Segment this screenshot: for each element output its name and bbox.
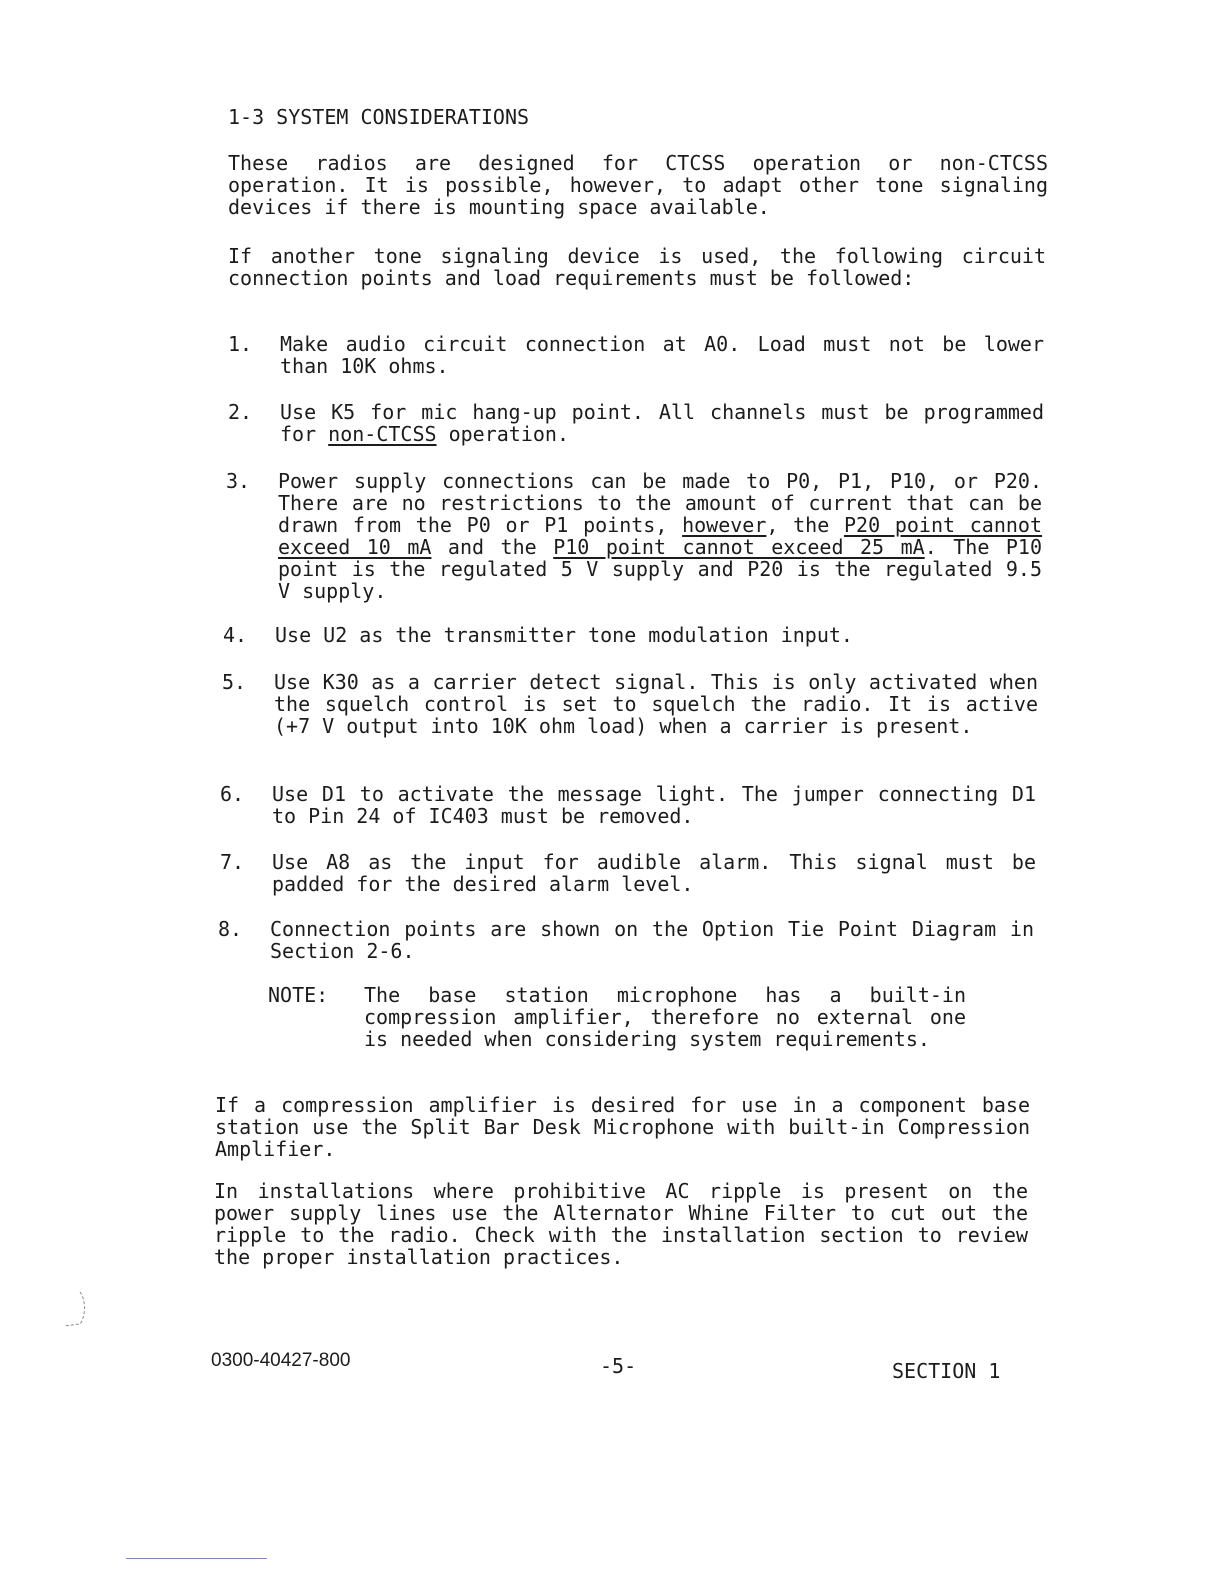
underlined-text: P20 point cannot exceed 10 mA bbox=[278, 513, 1043, 559]
list-item-number: 6. bbox=[220, 782, 245, 806]
list-item-number: 1. bbox=[228, 332, 253, 356]
text-run: Use K5 for mic hang-up point. All channels must be programmed for bbox=[280, 400, 1044, 446]
list-item bbox=[218, 917, 1034, 963]
text-run: Power supply connections can be made to P0, P1, P10, or P20. There are no restrictions to the amount of current that can be drawn from the P0 or P1 points, bbox=[278, 469, 1042, 537]
text-run: operation. bbox=[436, 422, 569, 446]
list-item-text bbox=[280, 401, 1044, 445]
binder-hole-mark-icon bbox=[60, 1290, 90, 1330]
underlined-text: however bbox=[682, 513, 767, 537]
text-run: . The P10 point is the regulated 5 V supply and P20 is the regulated 9.5 V supply. bbox=[278, 535, 1042, 603]
text-run: , the bbox=[766, 513, 844, 537]
list-item-text: Use U2 as the transmitter tone modulation input. bbox=[275, 623, 853, 647]
ac-ripple-paragraph: In installations where prohibitive AC ripple is present on the power supply lines use the Alternator Whine Filter to cut out the ripple to the radio. Check with the installation section to review the proper installation practices. bbox=[214, 1179, 1028, 1269]
underlined-text: P10 point cannot exceed 25 mA bbox=[553, 535, 925, 559]
requirements-intro-paragraph: If another tone signaling device is used, the following circuit connection points and load requirements must be followed: bbox=[228, 244, 1046, 290]
list-item bbox=[228, 332, 1044, 378]
note-text: The base station microphone has a built-in compression amplifier, therefore no external one is needed when considering system requirements. bbox=[364, 983, 966, 1051]
list-item-number: 5. bbox=[222, 670, 247, 694]
list-item-number: 4. bbox=[223, 623, 248, 647]
note-label: NOTE: bbox=[268, 983, 329, 1007]
list-item-text: Use K30 as a carrier detect signal. This is only activated when the squelch control is set to squelch the radio. It is active (+7 V output into 10K ohm load) when a carrier is present. bbox=[274, 670, 1038, 738]
intro-paragraph: These radios are designed for CTCSS operation or non-CTCSS operation. It is possible, however, to adapt other tone signaling devices if there is mounting space available. bbox=[228, 151, 1048, 219]
page-number: -5- bbox=[600, 1354, 637, 1378]
list-item-text bbox=[278, 470, 1042, 602]
list-item-number: 3. bbox=[226, 469, 251, 493]
list-item-number: 8. bbox=[218, 917, 243, 941]
list-item-text: Make audio circuit connection at A0. Load must not be lower than 10K ohms. bbox=[280, 332, 1044, 378]
underlined-text: non-CTCSS bbox=[328, 422, 437, 446]
text-run: and the bbox=[431, 535, 554, 559]
list-item bbox=[222, 670, 1038, 738]
list-item-text: Connection points are shown on the Option Tie Point Diagram in Section 2-6. bbox=[270, 917, 1034, 963]
list-item bbox=[226, 469, 1043, 603]
list-item-number: 2. bbox=[228, 400, 253, 424]
compression-amplifier-paragraph: If a compression amplifier is desired for use in a component base station use the Split Bar Desk Microphone with built-in Compression Amplifier. bbox=[215, 1093, 1030, 1161]
section-heading: 1-3 SYSTEM CONSIDERATIONS bbox=[228, 105, 530, 129]
list-item-text: Use A8 as the input for audible alarm. This signal must be padded for the desired alarm level. bbox=[272, 850, 1036, 896]
list-item-text: Use D1 to activate the message light. The jumper connecting D1 to Pin 24 of IC403 must be removed. bbox=[272, 782, 1036, 828]
list-item bbox=[228, 400, 1044, 446]
section-label: SECTION 1 bbox=[892, 1359, 1001, 1383]
list-item bbox=[220, 782, 1036, 828]
list-item bbox=[220, 850, 1036, 896]
list-item-number: 7. bbox=[220, 850, 245, 874]
document-number: 0300-40427-800 bbox=[211, 1350, 351, 1371]
scan-edge-line bbox=[126, 1558, 267, 1559]
list-item bbox=[223, 623, 1039, 647]
